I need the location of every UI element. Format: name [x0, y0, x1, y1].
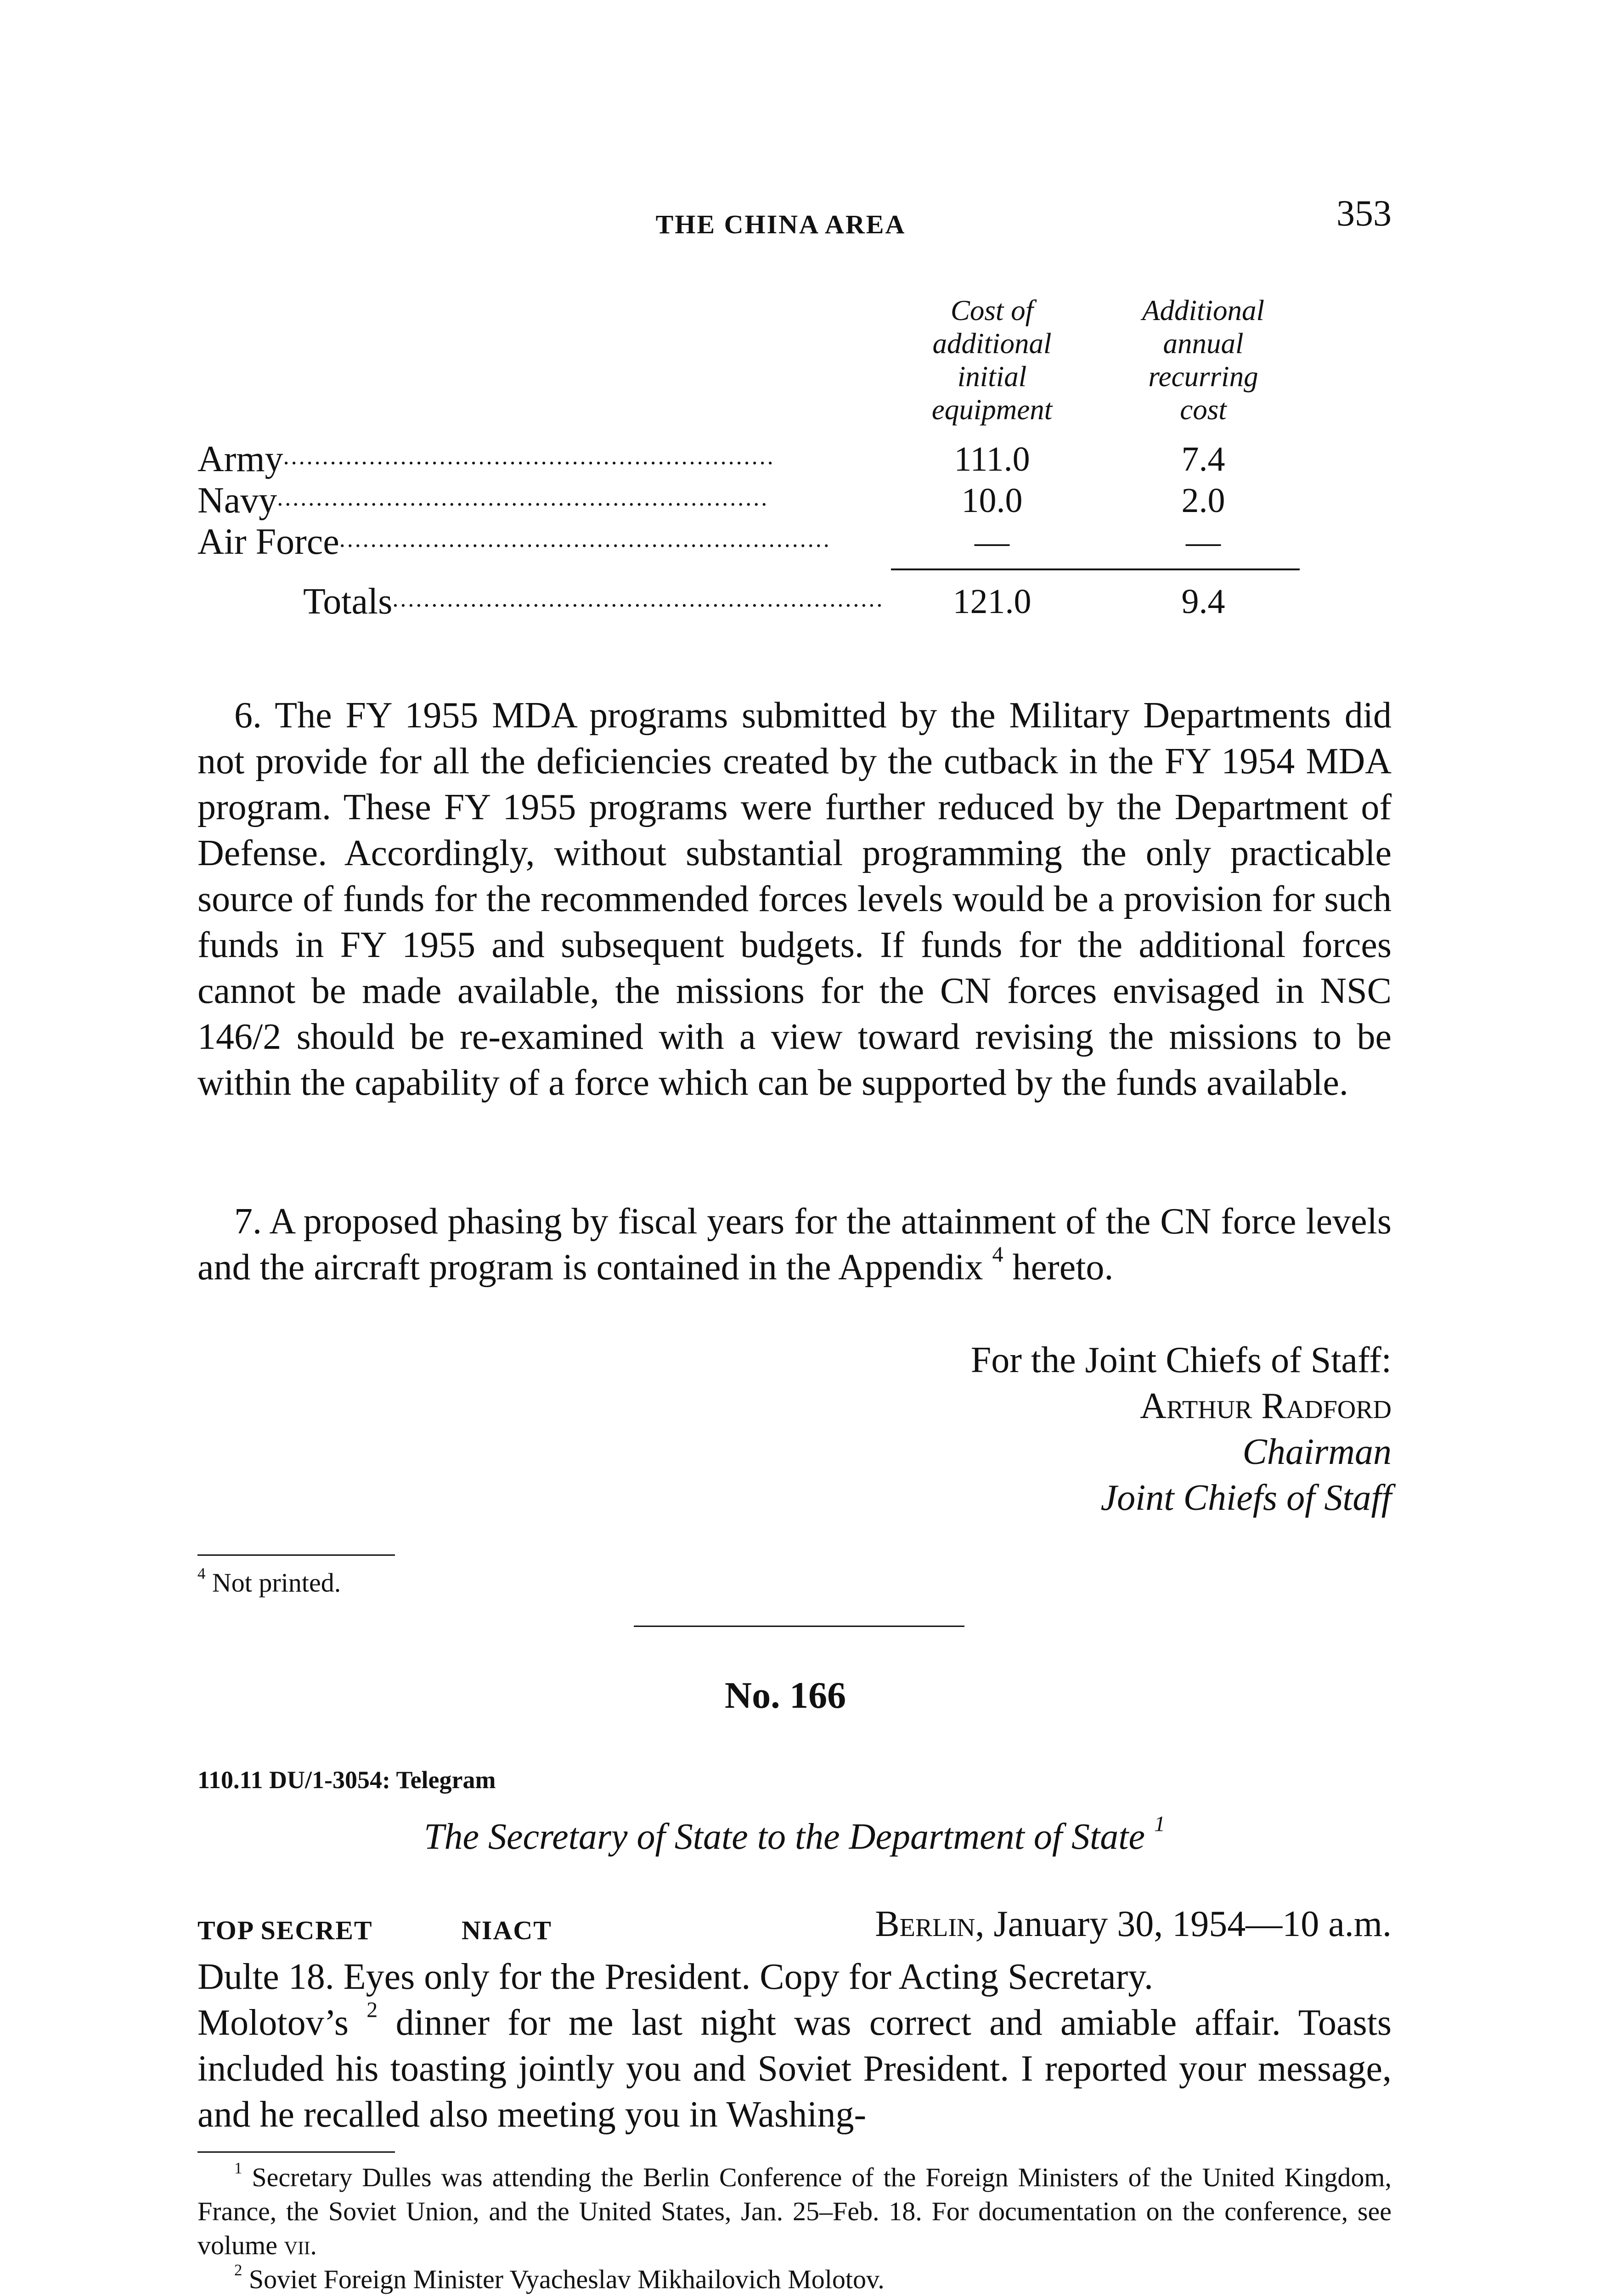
footnote-2: $^2$ Soviet Foreign Minister Vyacheslav Mikhailovich Molotov. [234, 2261, 885, 2294]
signature-name: Arthur Radford [1140, 1386, 1392, 1426]
document-separator [634, 1626, 964, 1627]
footnote-ref-2: 2 [366, 1998, 378, 2022]
navy-initial-cost: 10.0 [961, 481, 1023, 520]
column-header-recurring-cost: Additional annual recurring cost [1142, 294, 1264, 426]
document-number: No. 166 [724, 1674, 846, 1716]
footnote-ref-4: 4 [992, 1242, 1003, 1267]
total-recurring-cost: 9.4 [1181, 582, 1225, 621]
table-row-army: Army ............................................................... [197, 439, 775, 479]
classification: TOP SECRET [197, 1915, 373, 1945]
footnote-4: $^4$ Not printed. [197, 1564, 341, 1598]
paragraph-6: 6. The FY 1955 MDA programs submitted by the Military Departments did not provide for all the deficiencies created by the cutback in the FY 1954 MDA program. These FY 1955 programs were further reduced by the Department of Defense. Accordingly, without substantial programming the only practicable source of funds for the recommended forces levels would be a provision for such funds in FY 1955 and subsequent budgets. If funds for the additional forces cannot be made available, the missions for the CN forces envisaged in NSC 146/2 should be re-examined with a view toward revising the missions to be within the capability of a force which can be supported by the funds available. [197, 695, 1392, 1103]
air-force-initial-cost: — [975, 523, 1009, 561]
air-force-recurring-cost: — [1186, 523, 1221, 561]
column-header-initial-cost: Cost of additional initial equipment [931, 294, 1053, 426]
total-initial-cost: 121.0 [953, 582, 1031, 621]
army-recurring-cost: 7.4 [1181, 440, 1225, 478]
paragraph-7: 7. A proposed phasing by fiscal years for the attainment of the CN force levels and the aircraft program is contained in the Appendix $^4$ hereto. [197, 1201, 1392, 1288]
navy-recurring-cost: 2.0 [1181, 481, 1225, 520]
file-reference: 110.11 DU/1-3054: Telegram [197, 1766, 496, 1794]
page-number: 353 [1336, 193, 1392, 234]
telegram-body: Molotov’s $^2$ dinner for me last night was correct and amiable affair. Toasts included his toasting jointly you and Soviet President. I reported your message, and he recalled also meeting you in Washing- [197, 1998, 1392, 2135]
footnote-1: $^1$ Secretary Dulles was attending the Berlin Conference of the Foreign Ministers of the United Kingdom, France, the Soviet Union, and the United States, Jan. 25–Feb. 18. For documentation on the conference, see volume vii. [197, 2159, 1392, 2260]
footnote-rule [197, 1554, 395, 1556]
table-row-air-force: Air Force ............................................................... [197, 522, 831, 562]
footnote-ref-1: 1 [1154, 1812, 1166, 1836]
telegram-line-1: Dulte 18. Eyes only for the President. Copy for Acting Secretary. [197, 1957, 1154, 1997]
precedence: NIACT [462, 1915, 552, 1945]
signature-org: Joint Chiefs of Staff [1100, 1478, 1392, 1518]
totals-rule [891, 568, 1300, 570]
table-row-totals: Totals ............................................................... [303, 581, 885, 622]
signature-title: Chairman [1242, 1432, 1392, 1472]
army-initial-cost: 111.0 [954, 440, 1030, 478]
document-title: The Secretary of State to the Department of State $^1$ [423, 1812, 1166, 1857]
running-title: THE CHINA AREA [655, 209, 906, 239]
table-row-navy: Navy ............................................................... [197, 480, 769, 521]
footnote-rule-bottom [197, 2151, 395, 2153]
signature-for-line: For the Joint Chiefs of Staff: [970, 1340, 1392, 1380]
dateline: Berlin, January 30, 1954—10 a.m. [875, 1904, 1392, 1944]
